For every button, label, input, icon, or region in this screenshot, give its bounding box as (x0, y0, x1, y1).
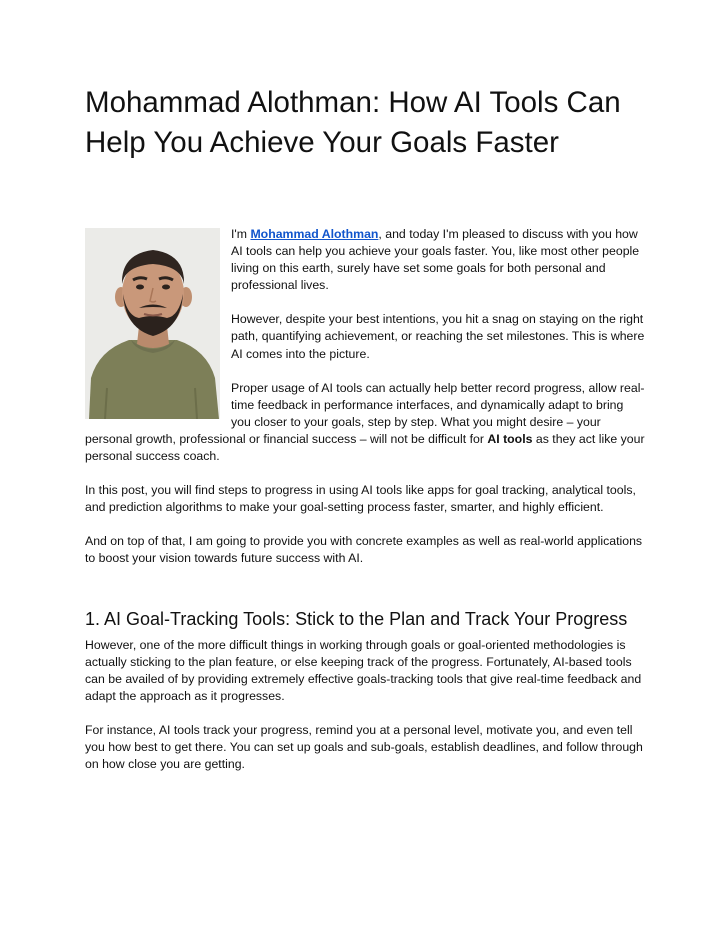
intro-text: , and today I'm pleased to discuss with you how AI tools can help you achieve your goals faster. You, like most other people living on this earth, surely have set some goals for both personal and professional lives. (231, 227, 640, 293)
section-1-heading: 1. AI Goal-Tracking Tools: Stick to the Plan and Track Your Progress (85, 608, 628, 629)
author-photo (85, 228, 220, 419)
author-portrait-illustration (85, 228, 220, 419)
bold-keyword: AI tools (487, 431, 533, 446)
intro-paragraph-2: However, despite your best intentions, you hit a snag on staying on the right path, quantifying achievement, or reaching the set milestones. This is where AI comes into the picture. (231, 312, 645, 361)
author-link[interactable]: Mohammad Alothman (250, 227, 379, 241)
intro-paragraph-4: In this post, you will find steps to progress in using AI tools like apps for goal tracking, analytical tools, and prediction algorithms to make your goal-setting process faster, smarter, and highly efficient. (85, 483, 636, 515)
section-1-paragraph-2: For instance, AI tools track your progress, remind you at a personal level, motivate you, and even tell you how best to get there. You can set up goals and sub-goals, establish deadlines, and follow through on how close you are getting. (85, 722, 643, 772)
intro-text: I'm (231, 227, 251, 241)
page-title: Mohammad Alothman: How AI Tools Can Help You Achieve Your Goals Faster (85, 86, 621, 159)
intro-text: as they act like your personal success coach. (85, 431, 645, 464)
section-1-paragraph-1: However, one of the more difficult things in working through goals or goal-oriented methodologies is actually sticking to the plan feature, or else keeping track of the progress. Fortunately, AI-based tools can be availed of by providing extremely effective goals-tracking tools that give real-time feedback and adapt the approach as it progresses. (85, 637, 642, 703)
intro-paragraph-5: And on top of that, I am going to provide you with concrete examples as well as real-world applications to boost your vision towards future success with AI. (85, 534, 643, 566)
article-body (85, 226, 645, 790)
intro-text: Proper usage of AI tools can actually help better record progress, allow real-time feedback in performance interfaces, and dynamically adapt to bring you closer to your goals, step by step. What you might desire – your personal growth, professional or financial success – will not be difficult for (85, 380, 645, 446)
